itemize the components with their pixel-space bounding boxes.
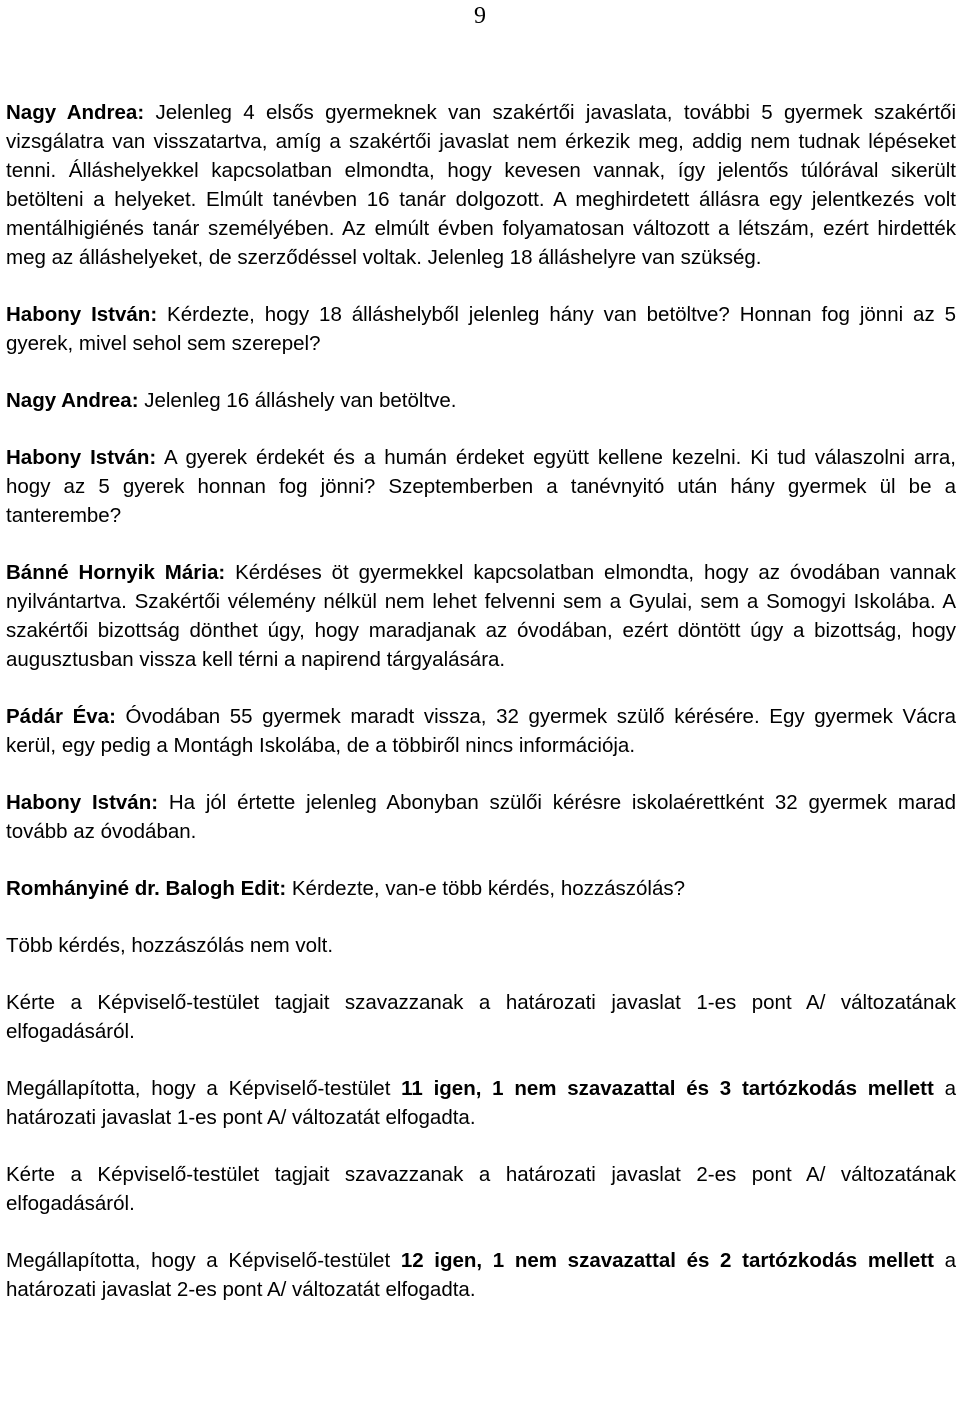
page-number: 9	[474, 3, 486, 29]
paragraph-text: Óvodában 55 gyermek maradt vissza, 32 gyermek szülő kérésére. Egy gyermek Vácra kerül, egy pedig a Montágh Iskolába, de a többiről nincs információja.	[6, 705, 956, 757]
vote2-request: Kérte a Képviselő-testület tagjait szavazzanak a határozati javaslat 2-es pont A/ változatának elfogadásáról.	[6, 1163, 956, 1215]
speaker-name: Habony István:	[6, 303, 158, 326]
speaker-name: Romhányiné dr. Balogh Edit:	[6, 877, 287, 900]
paragraph-romhanyine	[6, 874, 956, 903]
paragraph-nagy-andrea-1	[6, 98, 956, 272]
vote2-result	[6, 1246, 956, 1304]
paragraph-padar-eva	[6, 702, 956, 760]
speaker-name: Habony István:	[6, 446, 157, 469]
paragraph-text: Jelenleg 16 álláshely van betöltve.	[138, 389, 457, 412]
speaker-name: Pádár Éva:	[6, 705, 116, 728]
speaker-name: Habony István:	[6, 791, 159, 814]
paragraph-habony-istvan-1	[6, 300, 956, 358]
speaker-name: Nagy Andrea:	[6, 101, 145, 124]
paragraph-text: Kérdéses öt gyermekkel kapcsolatban elmondta, hogy az óvodában vannak nyilvántartva. Szakértői vélemény nélkül nem lehet felvenni sem a Gyulai, sem a Somogyi Iskolába. A szakértői bizottság dönthet úgy, hogy maradjanak az óvodában, ezért döntött úgy a bizottság, hogy augusztusban vissza kell térni a napirend tárgyalására.	[6, 561, 956, 671]
vote-result-count: 11 igen, 1 nem szavazattal és 3 tartózkodás mellett	[401, 1077, 934, 1100]
paragraph-text: A gyerek érdekét és a humán érdeket együtt kellene kezelni. Ki tud válaszolni arra, hogy az 5 gyerek honnan fog jönni? Szeptemberben a tanévnyitó után hány gyermek ül be a tanterembe?	[6, 446, 956, 527]
paragraph-text: Kérdezte, van-e több kérdés, hozzászólás?	[286, 877, 686, 900]
document-body	[6, 98, 956, 1332]
paragraph-nagy-andrea-2	[6, 386, 956, 415]
no-more-questions-text: Több kérdés, hozzászólás nem volt.	[6, 934, 334, 957]
paragraph-text: Kérdezte, hogy 18 álláshelyből jelenleg hány van betöltve? Honnan fog jönni az 5 gyerek, mivel sehol sem szerepel?	[6, 303, 956, 355]
vote1-request: Kérte a Képviselő-testület tagjait szavazzanak a határozati javaslat 1-es pont A/ változatának elfogadásáról.	[6, 991, 956, 1043]
vote-result-suffix: a határozati javaslat 1-es pont A/ változatát elfogadta.	[6, 1077, 956, 1129]
vote-result-prefix: Megállapította, hogy a Képviselő-testület	[6, 1077, 402, 1100]
speaker-name: Nagy Andrea:	[6, 389, 139, 412]
paragraph-text: Ha jól értette jelenleg Abonyban szülői kérésre iskolaérettként 32 gyermek marad tovább az óvodában.	[6, 791, 956, 843]
vote-result-prefix: Megállapította, hogy a Képviselő-testület	[6, 1249, 401, 1272]
paragraph-habony-istvan-3	[6, 788, 956, 846]
paragraph-habony-istvan-2	[6, 443, 956, 530]
vote-result-count: 12 igen, 1 nem szavazattal és 2 tartózkodás mellett	[400, 1249, 934, 1272]
paragraph-banne-hornyik-maria	[6, 558, 956, 674]
vote1-result	[6, 1074, 956, 1132]
vote-result-suffix: a határozati javaslat 2-es pont A/ változatát elfogadta.	[6, 1249, 957, 1301]
paragraph-text: Jelenleg 4 elsős gyermeknek van szakértői javaslata, további 5 gyermek szakértői vizsgálatra van visszatartva, amíg a szakértői javaslat nem érkezik meg, addig nem tudnak lépéseket tenni. Álláshelyekkel kapcsolatban elmondta, hogy kevesen vannak, így jelentős túlórával sikerült betölteni a helyeket. Elmúlt tanévben 16 tanár dolgozott. A meghirdetett állásra egy jelentkezés volt mentálhigiénés tanár személyében. Az elmúlt évben folyamatosan változott a létszám, ezért hirdették meg az álláshelyeket, de szerződéssel voltak. Jelenleg 18 álláshelyre van szükség.	[6, 101, 956, 269]
speaker-name: Bánné Hornyik Mária:	[6, 561, 226, 584]
